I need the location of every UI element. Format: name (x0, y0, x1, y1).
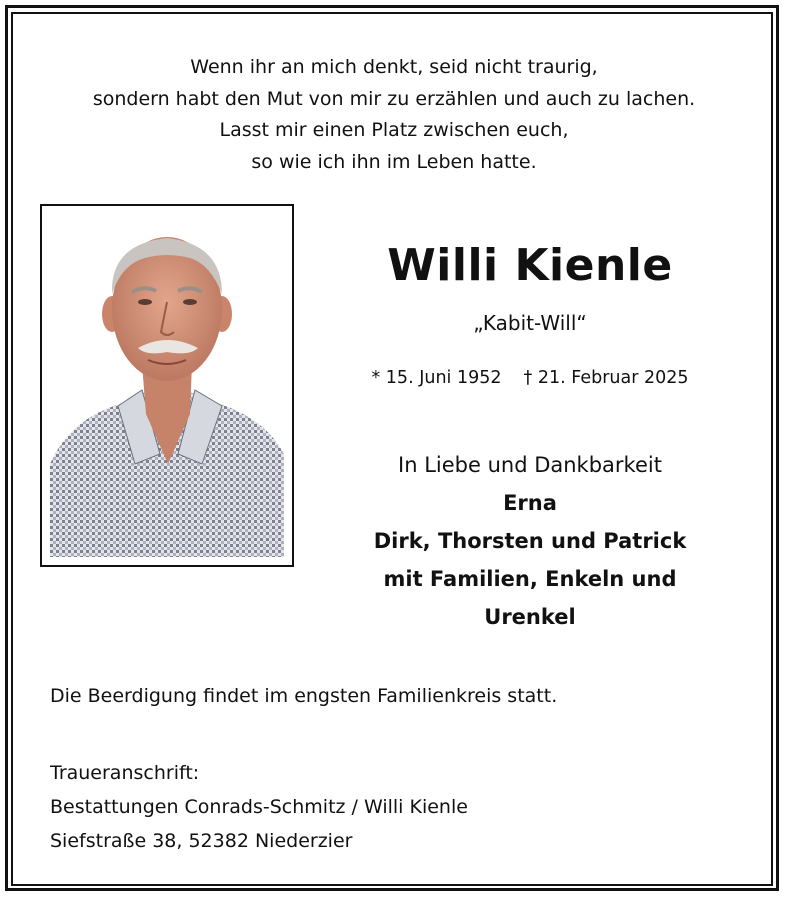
mourners-intro: In Liebe und Dankbarkeit (398, 453, 662, 477)
mourners-block (330, 446, 730, 636)
deceased-nickname: „Kabit-Will“ (473, 311, 587, 335)
memorial-verse (0, 52, 788, 178)
death-date: † 21. Februar 2025 (523, 368, 689, 388)
funeral-notice: Die Beerdigung findet im engsten Familienkreis statt. (50, 685, 558, 707)
portrait-image (50, 214, 284, 557)
mourning-address (50, 756, 468, 858)
verse-line: sondern habt den Mut von mir zu erzählen und auch zu lachen. (92, 87, 696, 110)
portrait-photo (40, 204, 294, 567)
verse-line: Lasst mir einen Platz zwischen euch, (219, 119, 569, 141)
life-dates (330, 368, 730, 388)
address-line: Siefstraße 38, 52382 Niederzier (50, 830, 353, 852)
address-label: Traueranschrift: (50, 762, 200, 784)
birth-date: * 15. Juni 1952 (371, 368, 502, 388)
mourner-line: Erna (503, 491, 557, 515)
mourner-line: Dirk, Thorsten und Patrick (373, 529, 687, 553)
mourner-line: mit Familien, Enkeln und (383, 567, 677, 591)
mourner-line: Urenkel (484, 605, 576, 629)
address-line: Bestattungen Conrads-Schmitz / Willi Kienle (50, 796, 468, 818)
deceased-name: Willi Kienle (387, 240, 673, 291)
verse-line: Wenn ihr an mich denkt, seid nicht traurig, (190, 56, 598, 78)
verse-line: so wie ich ihn im Leben hatte. (251, 150, 537, 173)
